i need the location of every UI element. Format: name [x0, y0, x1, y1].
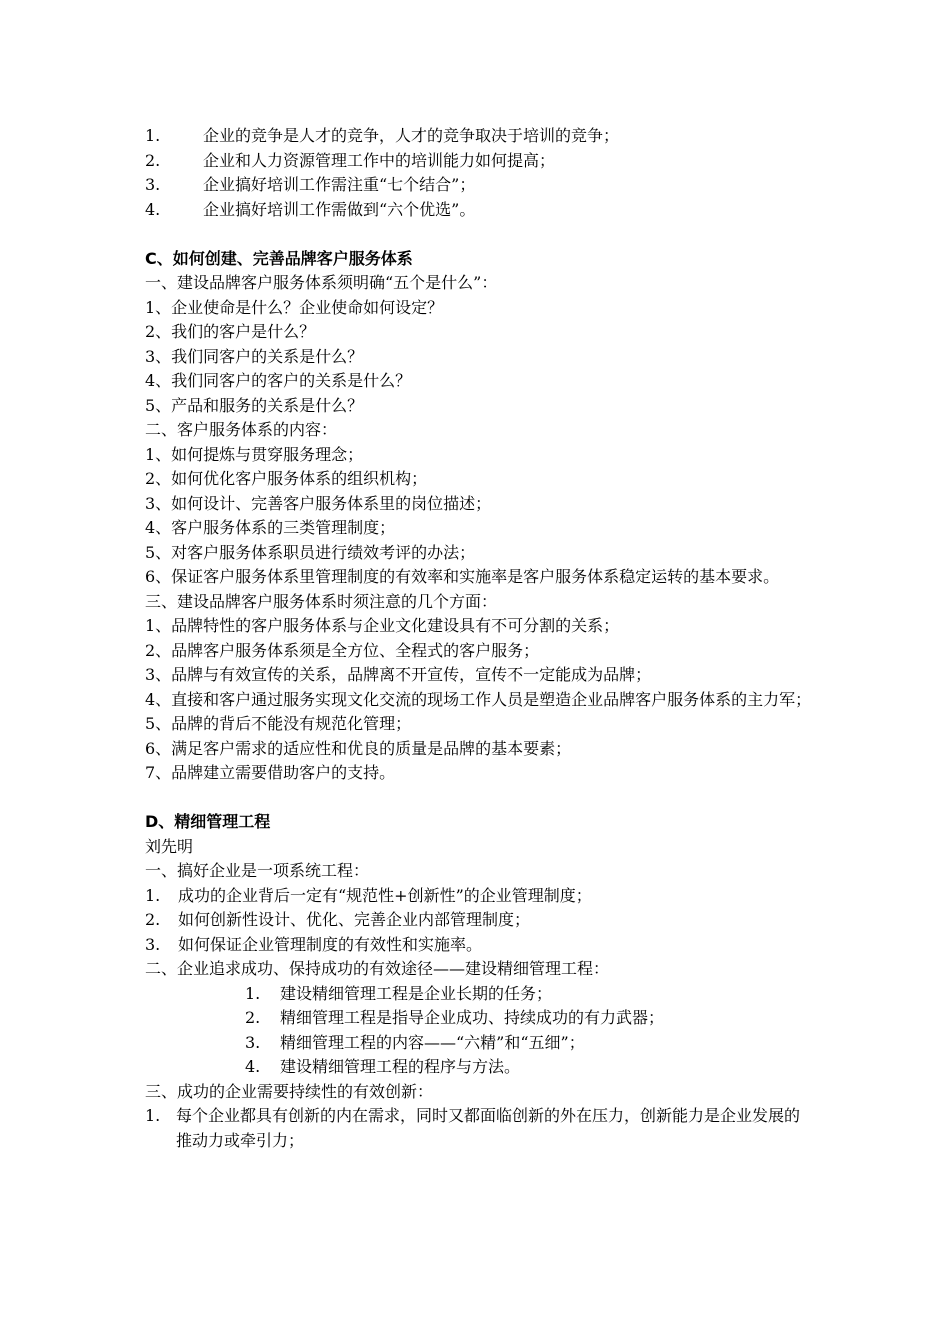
item-number: 4.	[245, 1057, 261, 1076]
list-item	[145, 1104, 815, 1153]
list-item: 5、对客户服务体系职员进行绩效考评的办法；	[145, 542, 476, 562]
list-item: 6、满足客户需求的适应性和优良的质量是品牌的基本要素；	[145, 738, 572, 758]
item-number: 3.	[145, 934, 161, 954]
list-item	[245, 1031, 815, 1056]
list-item: 2、我们的客户是什么？	[145, 322, 316, 341]
document-body	[145, 124, 815, 1153]
list-item	[145, 884, 815, 909]
list-item: 4、客户服务体系的三类管理制度；	[145, 518, 396, 537]
list-item: 4、直接和客户通过服务实现文化交流的现场工作人员是塑造企业品牌客户服务体系的主力军；	[145, 689, 812, 709]
section-d-part1-title: 一、搞好企业是一项系统工程：	[145, 861, 370, 880]
section-c-part3-title: 三、建设品牌客户服务体系时须注意的几个方面：	[145, 591, 498, 611]
item-number: 1.	[145, 126, 161, 145]
list-item: 1、企业使命是什么？企业使命如何设定？	[145, 297, 444, 317]
list-item	[245, 1055, 815, 1080]
list-item: 1、品牌特性的客户服务体系与企业文化建设具有不可分割的关系；	[145, 616, 620, 635]
item-number: 1.	[145, 885, 161, 905]
section-c-heading: C、如何创建、完善品牌客户服务体系	[145, 248, 413, 268]
spacer	[145, 222, 815, 247]
spacer	[145, 786, 815, 811]
refined-management-list	[145, 982, 815, 1080]
item-number: 3.	[145, 175, 161, 194]
list-item	[145, 149, 815, 174]
item-number: 2.	[145, 910, 161, 929]
section-c-part1-title: 一、建设品牌客户服务体系须明确“五个是什么”：	[145, 273, 498, 292]
item-text: 如何创新性设计、优化、完善企业内部管理制度；	[178, 910, 531, 929]
section-d-heading: D、精细管理工程	[145, 812, 271, 831]
item-text: 企业和人力资源管理工作中的培训能力如何提高；	[203, 150, 556, 170]
list-item	[245, 982, 815, 1007]
item-text: 如何保证企业管理制度的有效性和实施率。	[178, 934, 483, 954]
list-item: 7、品牌建立需要借助客户的支持。	[145, 763, 396, 782]
list-item: 3、我们同客户的关系是什么？	[145, 346, 364, 366]
item-text: 精细管理工程是指导企业成功、持续成功的有力武器；	[280, 1008, 665, 1027]
training-list	[145, 124, 815, 222]
item-text: 企业的竞争是人才的竞争，人才的竞争取决于培训的竞争；	[203, 126, 620, 145]
list-item	[145, 173, 815, 198]
section-d-part2-title: 二、企业追求成功、保持成功的有效途径——建设精细管理工程：	[145, 959, 610, 978]
list-item: 2、如何优化客户服务体系的组织机构；	[145, 469, 428, 488]
list-item: 6、保证客户服务体系里管理制度的有效率和实施率是客户服务体系稳定运转的基本要求。	[145, 567, 780, 586]
list-item	[145, 908, 815, 933]
list-item	[145, 124, 815, 149]
section-d-part3-title: 三、成功的企业需要持续性的有效创新：	[145, 1081, 434, 1101]
item-text: 精细管理工程的内容——“六精”和“五细”；	[280, 1032, 585, 1052]
item-text: 建设精细管理工程是企业长期的任务；	[280, 983, 553, 1003]
item-number: 3.	[245, 1032, 261, 1052]
list-item: 4、我们同客户的客户的关系是什么？	[145, 371, 412, 390]
item-text: 建设精细管理工程的程序与方法。	[280, 1057, 521, 1076]
item-text: 每个企业都具有创新的内在需求，同时又都面临创新的外在压力，创新能力是企业发展的推动力或牵引力；	[176, 1106, 801, 1150]
list-item: 1、如何提炼与贯穿服务理念；	[145, 444, 364, 464]
list-item: 5、产品和服务的关系是什么？	[145, 395, 364, 415]
item-text: 成功的企业背后一定有“规范性+创新性”的企业管理制度；	[178, 885, 592, 905]
author-name: 刘先明	[145, 836, 194, 856]
list-item	[145, 933, 815, 958]
list-item	[145, 198, 815, 223]
list-item: 3、如何设计、完善客户服务体系里的岗位描述；	[145, 493, 492, 513]
list-item: 2、品牌客户服务体系须是全方位、全程式的客户服务；	[145, 640, 540, 660]
item-number: 1.	[245, 983, 261, 1003]
item-number: 2.	[245, 1008, 261, 1027]
section-c-part2-title: 二、客户服务体系的内容：	[145, 420, 338, 439]
item-text: 企业搞好培训工作需做到“六个优选”。	[203, 199, 476, 219]
list-item	[245, 1006, 815, 1031]
item-number: 4.	[145, 199, 161, 219]
item-text: 企业搞好培训工作需注重“七个结合”；	[203, 175, 476, 194]
system-engineering-list	[145, 884, 815, 958]
list-item: 3、品牌与有效宣传的关系，品牌离不开宣传，宣传不一定能成为品牌；	[145, 665, 652, 684]
item-number: 2.	[145, 150, 161, 170]
item-number: 1.	[145, 1106, 161, 1125]
list-item: 5、品牌的背后不能没有规范化管理；	[145, 714, 412, 733]
